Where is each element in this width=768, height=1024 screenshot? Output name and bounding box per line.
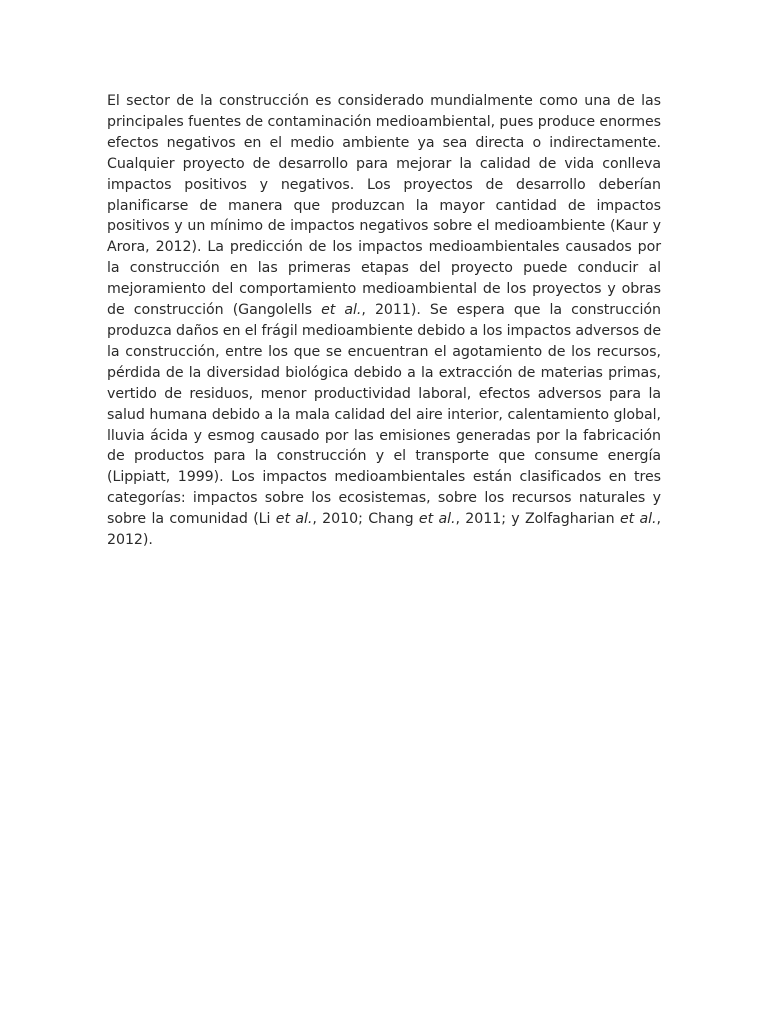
text-run: , 2011; y Zolfagharian xyxy=(455,511,620,528)
citation-et-al: et al. xyxy=(619,511,657,528)
text-run: , 2010; Chang xyxy=(312,511,419,528)
text-run: El sector de la construcción es considerado mundialmente como una de las principales fuentes de contaminación medioambiental, pues produce enormes efectos negativos en el medio ambiente ya sea directa o indirectamente. Cualquier proyecto de desarrollo para mejorar la calidad de vida conlleva impactos positivos y negativos. Los proyectos de desarrollo deberían planificarse de manera que produzcan la mayor cantidad de impactos positivos y un mínimo de impactos negativos sobre el medioambiente (Kaur y Arora, 2012). La predicción de los impactos medioambientales causados por la construcción en las primeras etapas del proyecto puede conducir al mejoramiento del comportamiento medioambiental de los proyectos y obras de construcción (Gangolells xyxy=(107,93,661,319)
body-text xyxy=(107,91,661,551)
citation-et-al: et al. xyxy=(275,511,313,528)
paragraph xyxy=(107,91,661,551)
citation-et-al: et al. xyxy=(321,302,362,319)
text-run: , 2011). Se espera que la construcción produzca daños en el frágil medioambiente debido a los impactos adversos de la construcción, entre los que se encuentran el agotamiento de los recursos, pérdida de la diversidad biológica debido a la extracción de materias primas, vertido de residuos, menor productividad laboral, efectos adversos para la salud humana debido a la mala calidad del aire interior, calentamiento global, lluvia ácida y esmog causado por las emisiones generadas por la fabricación de productos para la construcción y el transporte que consume energía (Lippiatt, 1999). Los impactos medioambientales están clasificados en tres categorías: impactos sobre los ecosistemas, sobre los recursos naturales y sobre la comunidad (Li xyxy=(107,302,661,528)
citation-et-al: et al. xyxy=(418,511,456,528)
text-run: , 2012). xyxy=(107,511,661,549)
